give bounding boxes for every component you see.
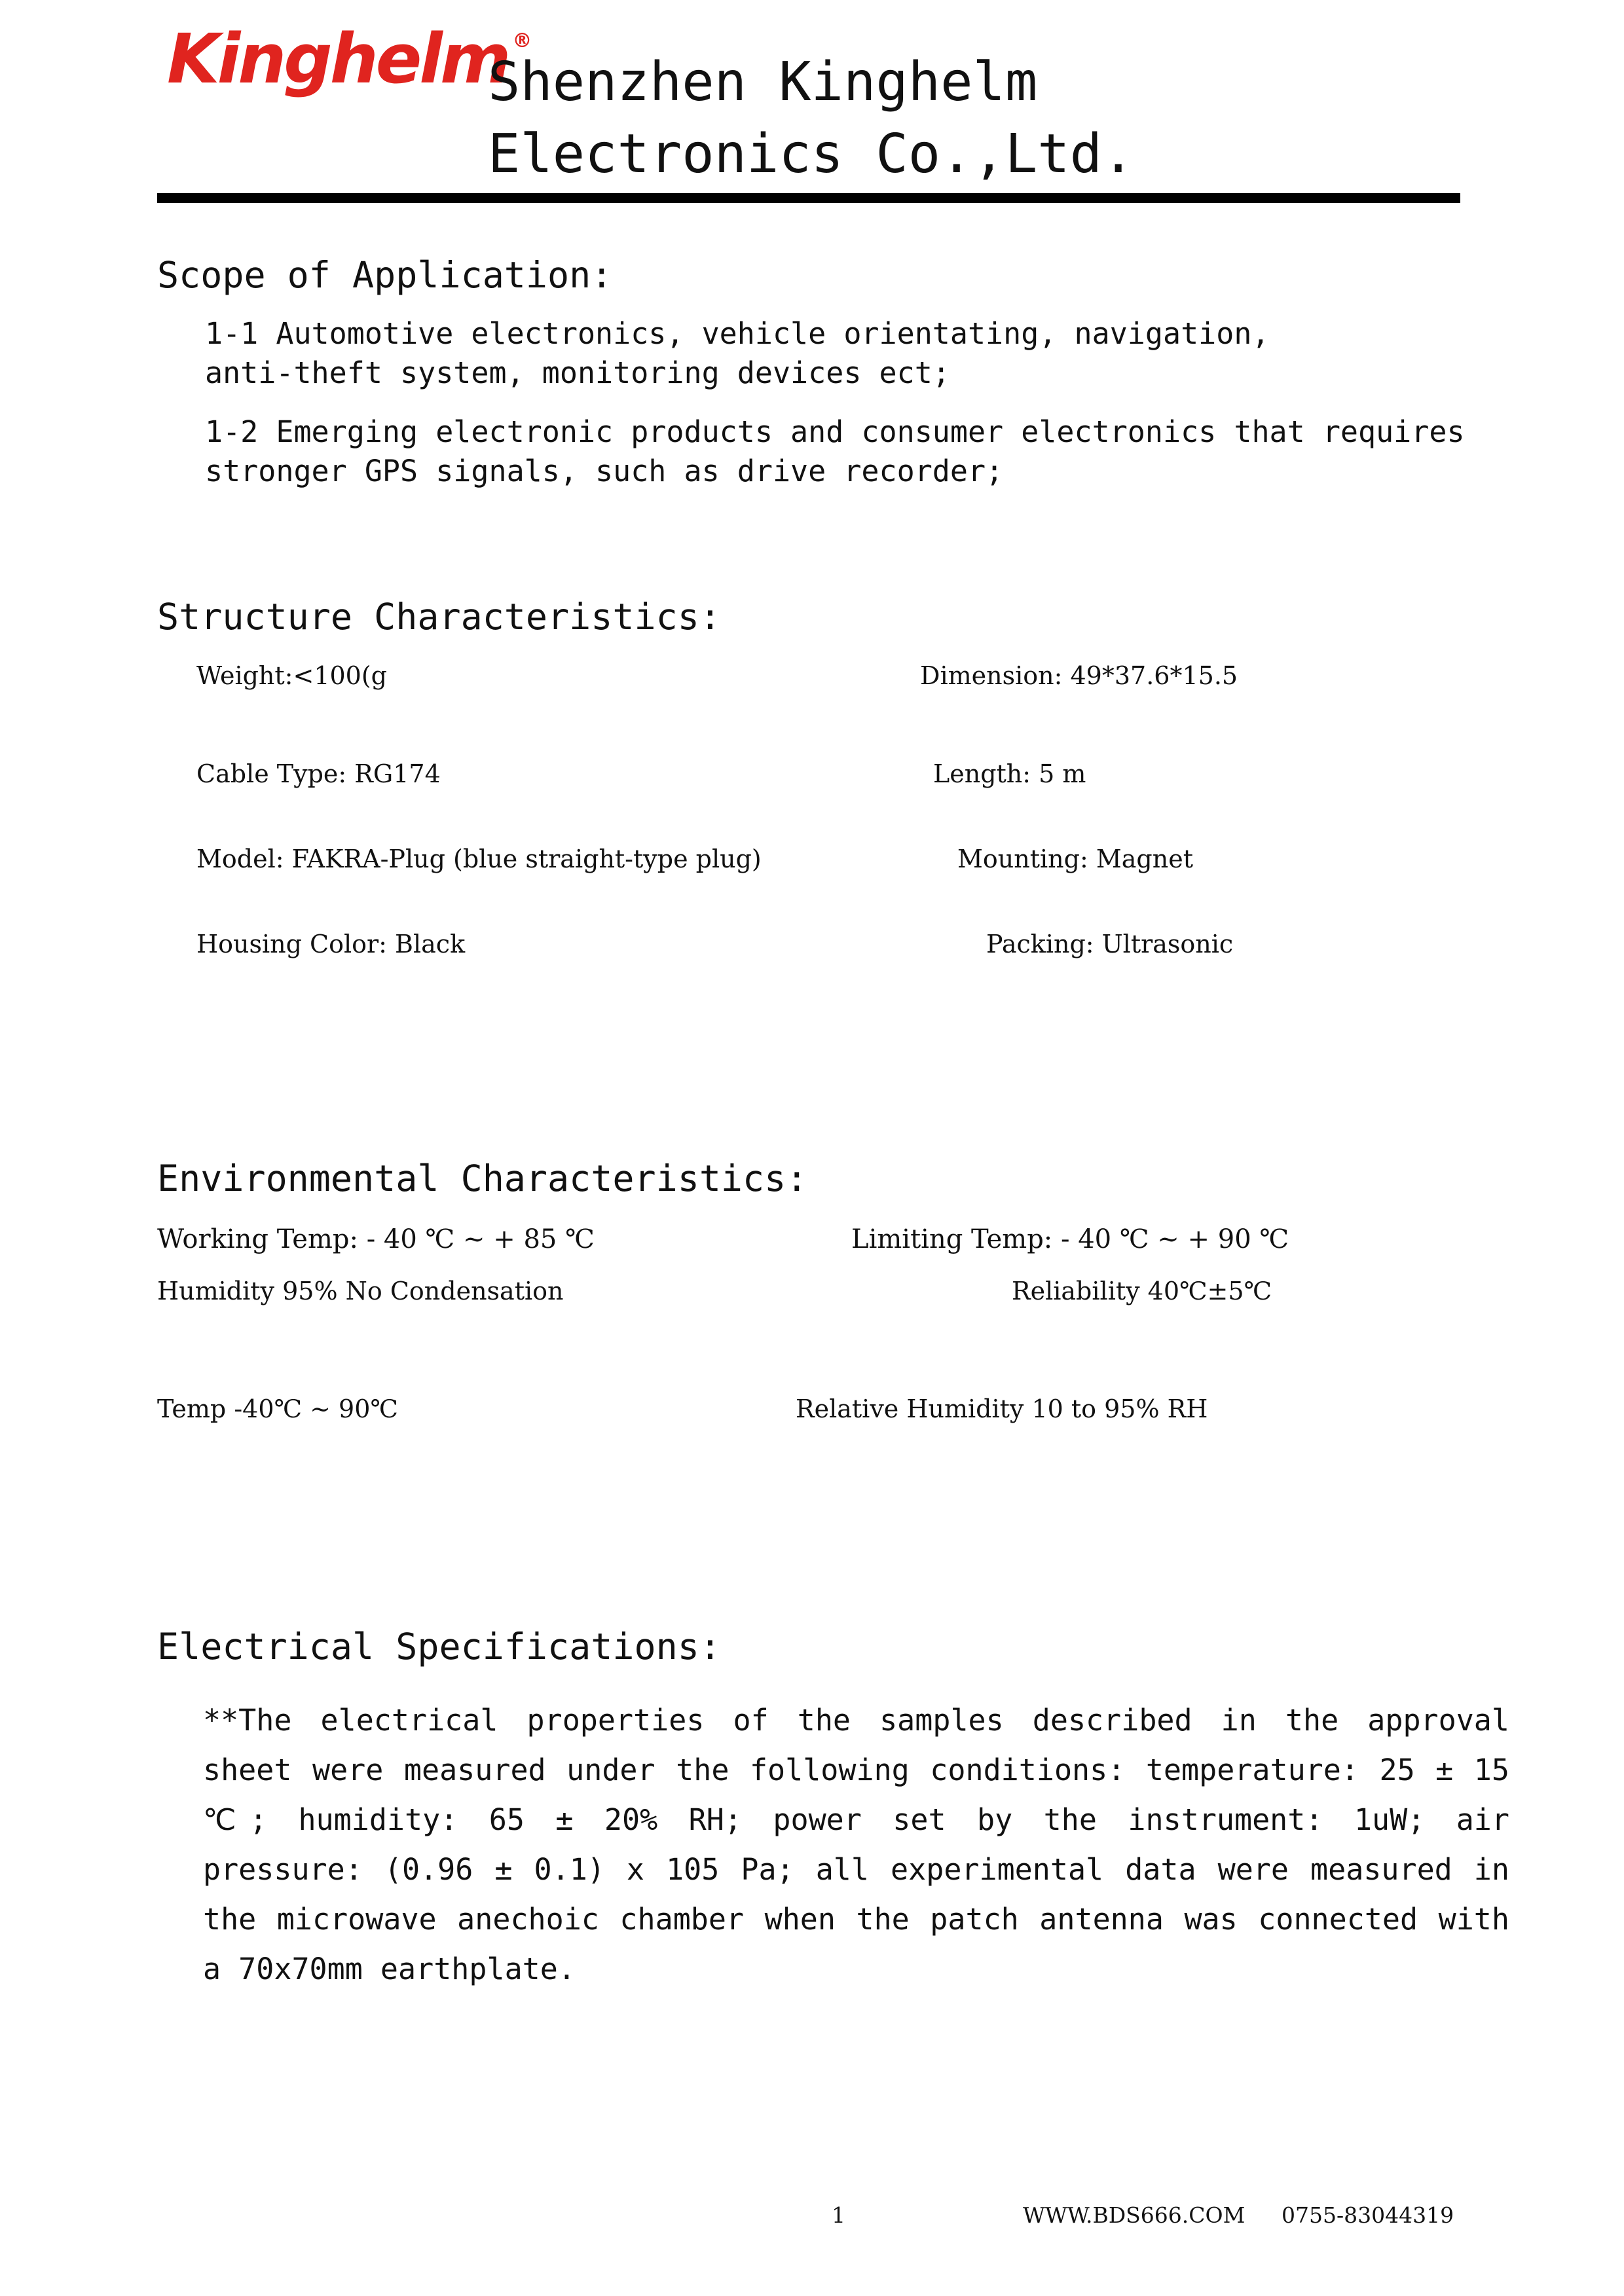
electrical-title: Electrical Specifications:	[157, 1626, 721, 1667]
limiting-temp-value: Limiting Temp: - 40 ℃ ~ + 90 ℃	[851, 1224, 1289, 1254]
packing-value: Packing: Ultrasonic	[986, 930, 1234, 958]
electrical-paragraph: **The electrical properties of the samples described in the approval sheet were measured under the following conditions: temperature: 25 ± 15 ℃; humidity: 65 ± 20% RH; power set by the instrument: 1uW; air pressure: (0.96 ± 0.1) x 105 Pa; all experimental data were measured in the microwave anechoic chamber when the patch antenna was connected with a 70x70mm earthplate.	[203, 1703, 1509, 1986]
weight-value: Weight:<100(g	[196, 661, 387, 690]
dimension-value: Dimension: 49*37.6*15.5	[920, 661, 1238, 690]
humidity-value: Humidity 95% No Condensation	[157, 1277, 564, 1305]
length-value: Length: 5 m	[933, 759, 1086, 788]
scope-item-1-line1: 1-1 Automotive electronics, vehicle orientating, navigation,	[205, 316, 1270, 351]
mounting-value: Mounting: Magnet	[957, 845, 1193, 873]
environmental-title: Environmental Characteristics:	[157, 1157, 808, 1199]
scope-item-1-line2: anti-theft system, monitoring devices ect;	[205, 355, 950, 390]
footer-phone: 0755-83044319	[1282, 2202, 1454, 2228]
logo-text: Kinghelm	[167, 19, 509, 99]
housing-color-value: Housing Color: Black	[196, 930, 466, 958]
registered-mark: ®	[512, 29, 532, 52]
company-name-line2: Electronics Co.,Ltd.	[488, 123, 1135, 185]
temp-value: Temp -40℃ ~ 90℃	[157, 1394, 398, 1423]
scope-item-2-line1: 1-2 Emerging electronic products and consumer electronics that requires	[205, 414, 1465, 449]
relative-humidity-value: Relative Humidity 10 to 95% RH	[796, 1394, 1208, 1423]
footer-website: WWW.BDS666.COM	[1023, 2202, 1246, 2228]
scope-item-2-line2: stronger GPS signals, such as drive recorder;	[205, 454, 1004, 488]
header-rule	[157, 193, 1460, 203]
cable-type-value: Cable Type: RG174	[196, 759, 441, 788]
scope-title: Scope of Application:	[157, 254, 613, 296]
company-logo	[167, 19, 532, 99]
company-name-line1: Shenzhen Kinghelm	[488, 51, 1038, 113]
page-number: 1	[832, 2202, 845, 2228]
structure-title: Structure Characteristics:	[157, 596, 721, 638]
reliability-value: Reliability 40℃±5℃	[1012, 1277, 1272, 1305]
working-temp-value: Working Temp: - 40 ℃ ~ + 85 ℃	[157, 1224, 595, 1254]
model-value: Model: FAKRA-Plug (blue straight-type plug)	[196, 845, 762, 873]
